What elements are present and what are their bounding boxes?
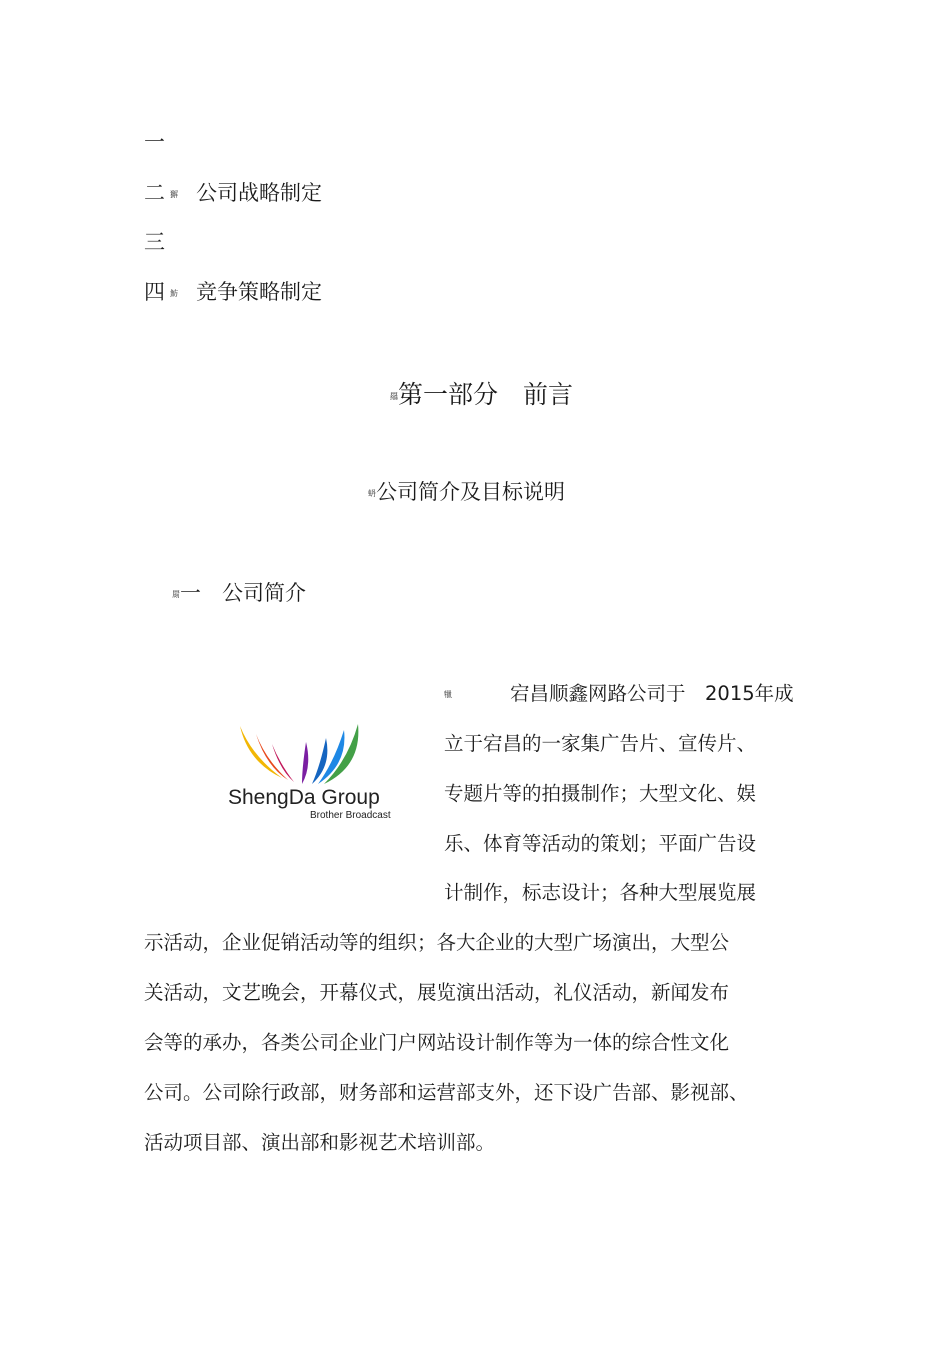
logo-tagline: Brother Broadcast (310, 810, 391, 821)
section-heading (172, 577, 306, 607)
sub-heading-text: 公司简介及目标说明 (376, 480, 565, 504)
toc-item-4 (144, 276, 322, 306)
toc-item-2 (144, 177, 322, 207)
intro-line-2: 立于宕昌的一家集广告片、宣传片、 (444, 732, 757, 755)
intro-line-7: 关活动，文艺晚会，开幕仪式，展览演出活动，礼仪活动，新闻发布 (144, 981, 730, 1004)
toc-title: 公司战略制定 (196, 181, 322, 205)
company-logo (222, 704, 422, 834)
toc-item-1 (144, 126, 170, 156)
intro-line-8: 会等的承办，各类公司企业门户网站设计制作等为一体的综合性文化 (144, 1031, 730, 1054)
intro-line-5: 计制作，标志设计；各种大型展览展 (444, 881, 757, 904)
heading-marker: 罽 (172, 589, 180, 599)
part-heading-text: 第一部分 前言 (398, 380, 574, 409)
part-heading (390, 375, 573, 411)
toc-item-3 (144, 226, 170, 256)
toc-number: 三 (144, 230, 165, 254)
toc-marker: 魴 (170, 288, 178, 298)
intro-line-3: 专题片等的拍摄制作；大型文化、娱 (444, 782, 757, 805)
toc-number: 四 (144, 280, 165, 304)
logo-petals-graphic (222, 704, 422, 834)
intro-line-9: 公司。公司除行政部，财务部和运营部支外，还下设广告部、影视部、 (144, 1081, 749, 1104)
heading-marker: 羉 (390, 391, 398, 401)
intro-line-1 (444, 678, 794, 706)
paragraph-marker: 犣 (444, 690, 452, 699)
toc-marker: 獬 (170, 189, 178, 199)
heading-marker: 蚒 (368, 488, 376, 498)
toc-number: 一 (144, 130, 165, 154)
section-heading-text: 一 公司简介 (180, 581, 306, 605)
intro-line-4: 乐、体育等活动的策划；平面广告设 (444, 832, 757, 855)
toc-number: 二 (144, 181, 165, 205)
intro-line-6: 示活动，企业促销活动等的组织；各大企业的大型广场演出，大型公 (144, 931, 730, 954)
intro-line-10: 活动项目部、演出部和影视艺术培训部。 (144, 1131, 496, 1154)
sub-heading (368, 476, 565, 506)
toc-title: 竞争策略制定 (196, 280, 322, 304)
logo-name: ShengDa Group (228, 786, 380, 809)
intro-text: 宕昌顺鑫网路公司于 2015年成 (510, 682, 794, 705)
